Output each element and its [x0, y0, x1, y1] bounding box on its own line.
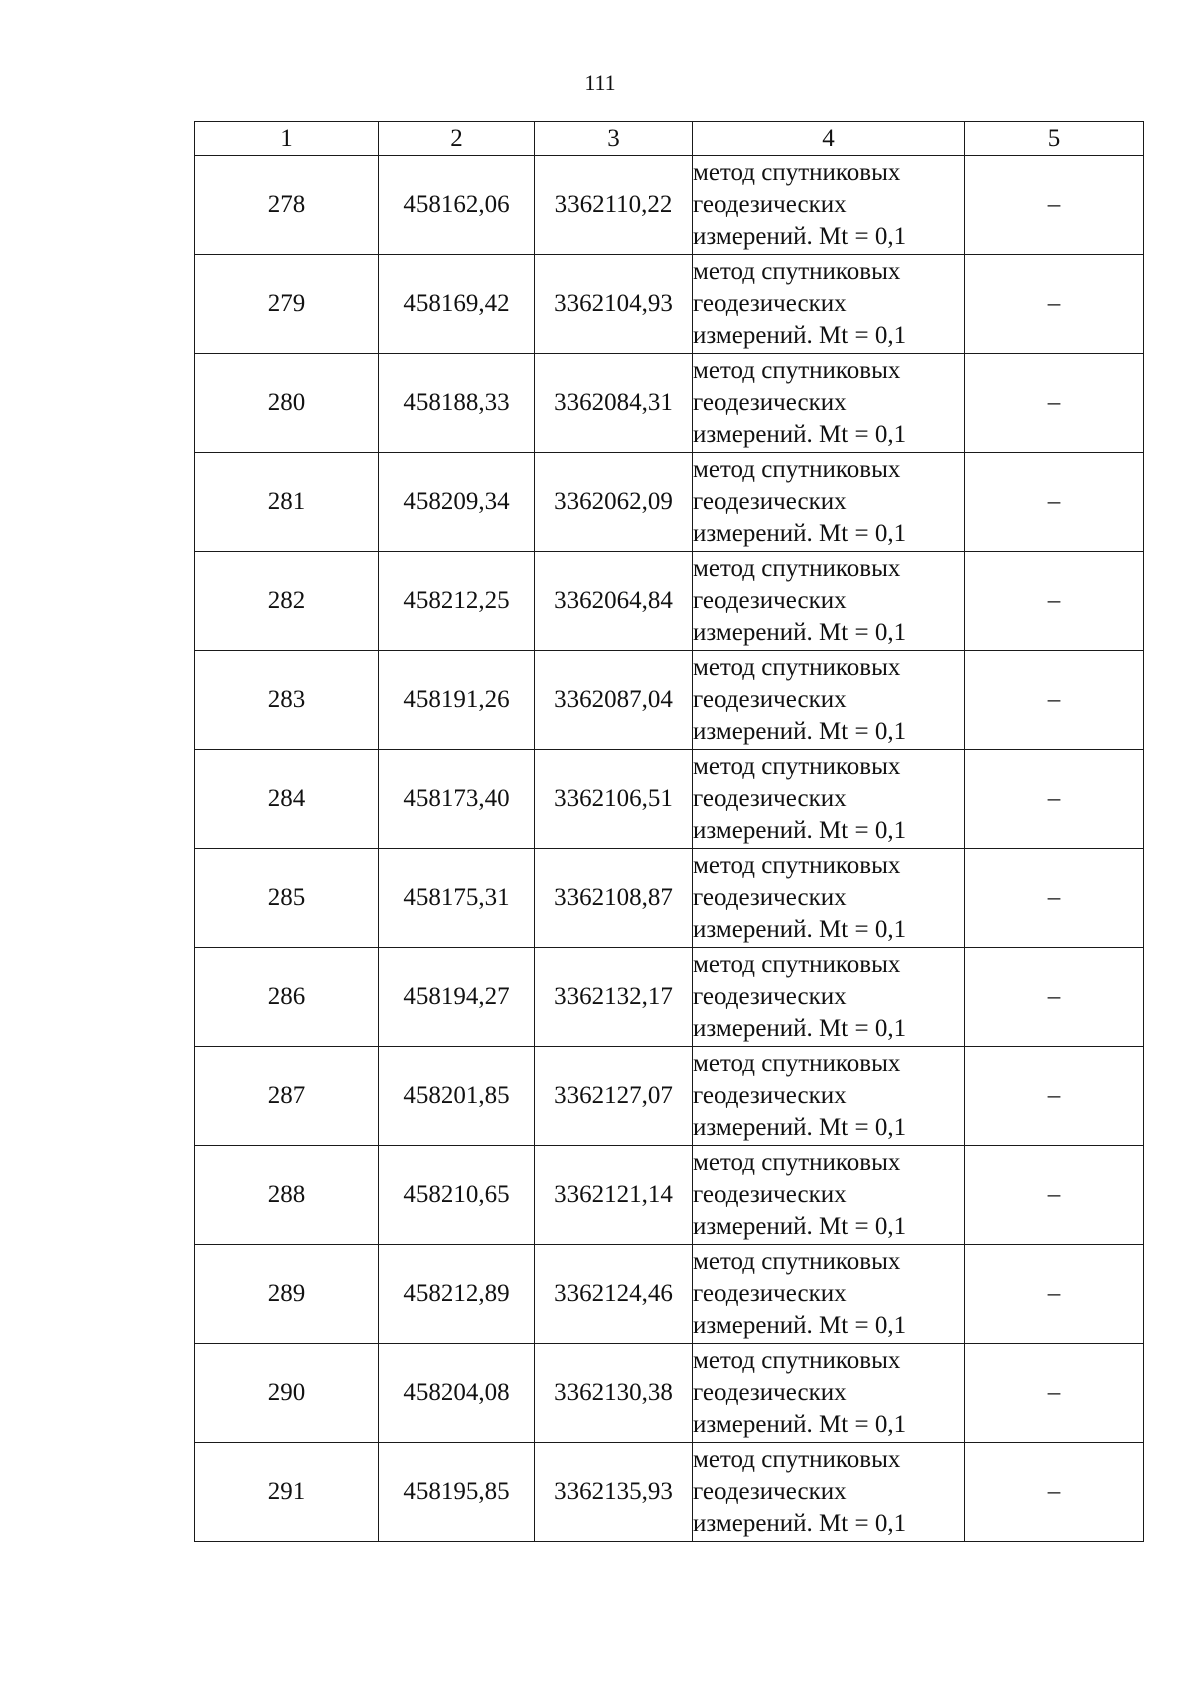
x-coordinate-cell: 458194,27 — [379, 948, 535, 1047]
table-row — [195, 255, 1144, 354]
y-coordinate-cell: 3362130,38 — [535, 1344, 693, 1443]
x-coordinate-cell: 458212,25 — [379, 552, 535, 651]
x-coordinate-cell: 458212,89 — [379, 1245, 535, 1344]
method-line: метод спутниковых — [693, 456, 901, 483]
table-body — [195, 156, 1144, 1542]
note-cell: – — [965, 651, 1144, 750]
table-row — [195, 948, 1144, 1047]
point-number-cell: 288 — [195, 1146, 379, 1245]
y-coordinate-cell: 3362110,22 — [535, 156, 693, 255]
table-row — [195, 750, 1144, 849]
note-cell: – — [965, 750, 1144, 849]
column-header: 4 — [693, 122, 965, 156]
method-line: измерений. Mt = 0,1 — [693, 1411, 907, 1438]
point-number-cell: 279 — [195, 255, 379, 354]
method-line: метод спутниковых — [693, 357, 901, 384]
note-cell: – — [965, 552, 1144, 651]
page-number: 111 — [584, 70, 616, 95]
note-cell: – — [965, 453, 1144, 552]
method-line: геодезических — [693, 884, 847, 911]
method-line: измерений. Mt = 0,1 — [693, 223, 907, 250]
y-coordinate-cell: 3362108,87 — [535, 849, 693, 948]
point-number-cell: 284 — [195, 750, 379, 849]
method-line: измерений. Mt = 0,1 — [693, 1114, 907, 1141]
x-coordinate-cell: 458162,06 — [379, 156, 535, 255]
method-line: метод спутниковых — [693, 159, 901, 186]
y-coordinate-cell: 3362104,93 — [535, 255, 693, 354]
method-line: метод спутниковых — [693, 951, 901, 978]
method-line: геодезических — [693, 389, 847, 416]
y-coordinate-cell: 3362132,17 — [535, 948, 693, 1047]
x-coordinate-cell: 458188,33 — [379, 354, 535, 453]
method-cell — [693, 1146, 965, 1245]
note-cell: – — [965, 156, 1144, 255]
note-cell: – — [965, 1047, 1144, 1146]
method-line: геодезических — [693, 191, 847, 218]
table-row — [195, 1344, 1144, 1443]
method-line: измерений. Mt = 0,1 — [693, 817, 907, 844]
point-number-cell: 286 — [195, 948, 379, 1047]
method-line: геодезических — [693, 1181, 847, 1208]
y-coordinate-cell: 3362062,09 — [535, 453, 693, 552]
x-coordinate-cell: 458175,31 — [379, 849, 535, 948]
method-line: измерений. Mt = 0,1 — [693, 520, 907, 547]
method-cell — [693, 156, 965, 255]
y-coordinate-cell: 3362106,51 — [535, 750, 693, 849]
method-line: геодезических — [693, 290, 847, 317]
method-line: измерений. Mt = 0,1 — [693, 619, 907, 646]
method-line: метод спутниковых — [693, 1149, 901, 1176]
table-row — [195, 1047, 1144, 1146]
method-line: метод спутниковых — [693, 258, 901, 285]
method-cell — [693, 1443, 965, 1542]
table-row — [195, 354, 1144, 453]
method-cell — [693, 1047, 965, 1146]
point-number-cell: 291 — [195, 1443, 379, 1542]
method-cell — [693, 849, 965, 948]
method-cell — [693, 453, 965, 552]
coordinates-table — [194, 121, 1144, 1542]
y-coordinate-cell: 3362084,31 — [535, 354, 693, 453]
method-line: метод спутниковых — [693, 1248, 901, 1275]
table-header-row — [195, 122, 1144, 156]
point-number-cell: 283 — [195, 651, 379, 750]
method-line: геодезических — [693, 1379, 847, 1406]
method-line: метод спутниковых — [693, 555, 901, 582]
note-cell: – — [965, 849, 1144, 948]
x-coordinate-cell: 458169,42 — [379, 255, 535, 354]
method-line: метод спутниковых — [693, 1446, 901, 1473]
method-cell — [693, 1344, 965, 1443]
method-line: геодезических — [693, 1478, 847, 1505]
method-line: измерений. Mt = 0,1 — [693, 322, 907, 349]
y-coordinate-cell: 3362124,46 — [535, 1245, 693, 1344]
column-header: 5 — [965, 122, 1144, 156]
x-coordinate-cell: 458195,85 — [379, 1443, 535, 1542]
point-number-cell: 278 — [195, 156, 379, 255]
y-coordinate-cell: 3362127,07 — [535, 1047, 693, 1146]
method-cell — [693, 651, 965, 750]
table-row — [195, 1146, 1144, 1245]
method-line: метод спутниковых — [693, 654, 901, 681]
table-row — [195, 156, 1144, 255]
note-cell: – — [965, 1344, 1144, 1443]
method-line: измерений. Mt = 0,1 — [693, 1312, 907, 1339]
table-row — [195, 552, 1144, 651]
method-line: геодезических — [693, 983, 847, 1010]
note-cell: – — [965, 354, 1144, 453]
x-coordinate-cell: 458201,85 — [379, 1047, 535, 1146]
method-cell — [693, 1245, 965, 1344]
point-number-cell: 281 — [195, 453, 379, 552]
column-header: 3 — [535, 122, 693, 156]
y-coordinate-cell: 3362121,14 — [535, 1146, 693, 1245]
method-line: метод спутниковых — [693, 1050, 901, 1077]
x-coordinate-cell: 458191,26 — [379, 651, 535, 750]
x-coordinate-cell: 458173,40 — [379, 750, 535, 849]
note-cell: – — [965, 1146, 1144, 1245]
y-coordinate-cell: 3362135,93 — [535, 1443, 693, 1542]
method-line: измерений. Mt = 0,1 — [693, 421, 907, 448]
x-coordinate-cell: 458209,34 — [379, 453, 535, 552]
x-coordinate-cell: 458210,65 — [379, 1146, 535, 1245]
point-number-cell: 280 — [195, 354, 379, 453]
column-header: 2 — [379, 122, 535, 156]
point-number-cell: 287 — [195, 1047, 379, 1146]
method-line: геодезических — [693, 686, 847, 713]
method-line: измерений. Mt = 0,1 — [693, 916, 907, 943]
point-number-cell: 282 — [195, 552, 379, 651]
method-line: измерений. Mt = 0,1 — [693, 718, 907, 745]
method-line: метод спутниковых — [693, 753, 901, 780]
column-header: 1 — [195, 122, 379, 156]
note-cell: – — [965, 1443, 1144, 1542]
method-line: измерений. Mt = 0,1 — [693, 1510, 907, 1537]
method-line: геодезических — [693, 587, 847, 614]
method-line: измерений. Mt = 0,1 — [693, 1015, 907, 1042]
y-coordinate-cell: 3362087,04 — [535, 651, 693, 750]
note-cell: – — [965, 948, 1144, 1047]
point-number-cell: 285 — [195, 849, 379, 948]
method-cell — [693, 255, 965, 354]
method-line: геодезических — [693, 1280, 847, 1307]
method-line: метод спутниковых — [693, 852, 901, 879]
note-cell: – — [965, 255, 1144, 354]
method-line: геодезических — [693, 1082, 847, 1109]
x-coordinate-cell: 458204,08 — [379, 1344, 535, 1443]
point-number-cell: 289 — [195, 1245, 379, 1344]
method-line: геодезических — [693, 488, 847, 515]
method-cell — [693, 354, 965, 453]
point-number-cell: 290 — [195, 1344, 379, 1443]
table-row — [195, 1443, 1144, 1542]
table-row — [195, 651, 1144, 750]
table-row — [195, 453, 1144, 552]
method-line: метод спутниковых — [693, 1347, 901, 1374]
method-cell — [693, 948, 965, 1047]
method-cell — [693, 552, 965, 651]
method-line: геодезических — [693, 785, 847, 812]
table-row — [195, 1245, 1144, 1344]
method-line: измерений. Mt = 0,1 — [693, 1213, 907, 1240]
y-coordinate-cell: 3362064,84 — [535, 552, 693, 651]
table-row — [195, 849, 1144, 948]
note-cell: – — [965, 1245, 1144, 1344]
method-cell — [693, 750, 965, 849]
